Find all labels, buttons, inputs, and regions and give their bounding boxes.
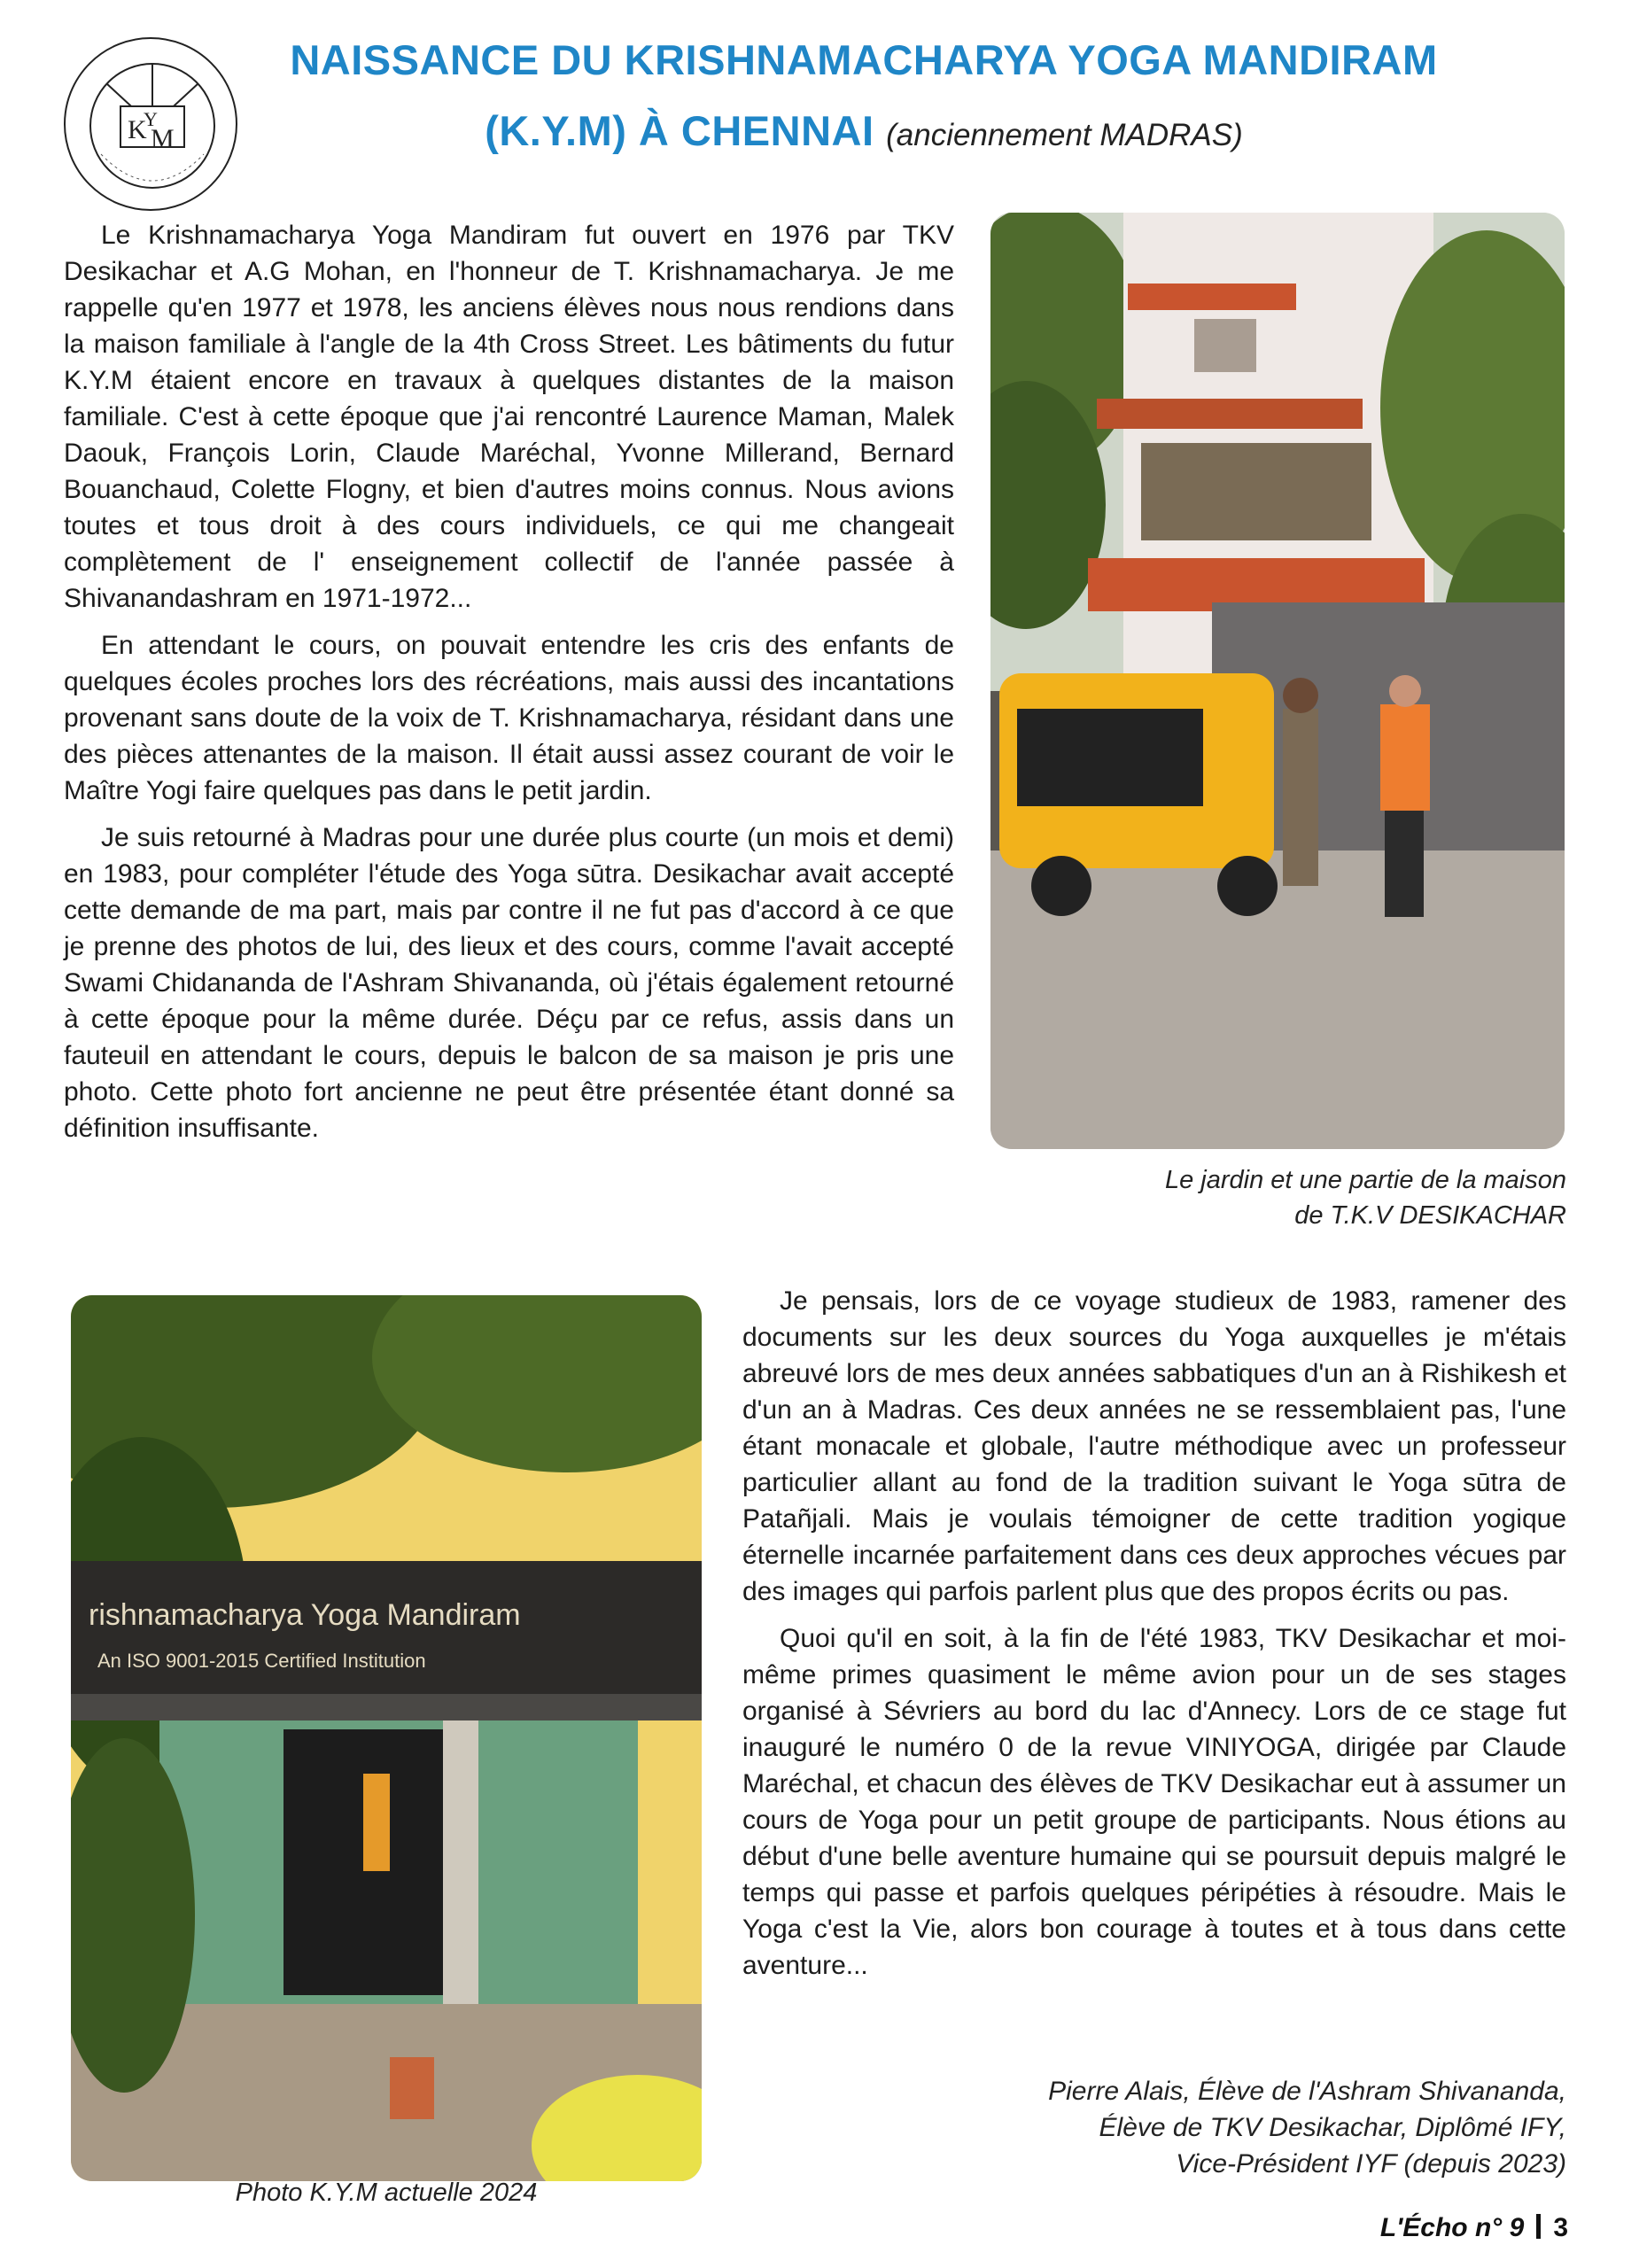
house-caption-line-1: Le jardin et une partie de la maison: [1164, 1166, 1566, 1194]
house-photo-caption: [975, 1162, 1566, 1233]
article-paragraph: Je pensais, lors de ce voyage studieux de 1983, ramener des documents sur les deux sources du Yoga auxquelles je m'étais abreuvé lors de mes deux années sabbatiques d'un an à Rishikesh et d'un an à Madras. Ces deux années ne se ressemblaient pas, l'une étant monacale et globale, l'autre méthodique avec un professeur particulier allant au fond de la tradition suivant le Yoga sūtra de Patañjali. Mais je voulais témoigner de cette tradition yogique éternelle incarnée parfaitement dans ces deux approches vécues par des images qui parfois parlent plus que des propos écrits ou pas.: [742, 1286, 1566, 1606]
page-number: 3: [1553, 2213, 1568, 2242]
svg-text:K: K: [128, 115, 147, 144]
article-paragraph: Je suis retourné à Madras pour une durée plus courte (un mois et demi) en 1983, pour compléter l'étude des Yoga sūtra. Desikachar avait accepté cette demande de ma part, mais par contre il ne fut pas d'accord à ce que je prenne des photos de lui, des lieux et des cours, comme l'avait accepté Swami Chidananda de l'Ashram Shivananda, où j'étais également retourné à cette époque pour la même durée. Déçu par ce refus, assis dans un fauteuil en attendant le cours, depuis le balcon de sa maison je pris une photo. Cette photo fort ancienne ne peut être présentée étant donné sa définition insuffisante.: [64, 823, 954, 1143]
title-subtitle: (anciennement MADRAS): [886, 118, 1243, 152]
signature-line-2: Élève de TKV Desikachar, Diplômé IFY,: [1099, 2113, 1566, 2142]
svg-text:Y: Y: [144, 108, 158, 130]
signature-line-3: Vice-Président IYF (depuis 2023): [1176, 2149, 1566, 2179]
signature-line-1: Pierre Alais, Élève de l'Ashram Shivananda,: [1048, 2077, 1566, 2106]
title-line-1: NAISSANCE DU KRISHNAMACHARYA YOGA MANDIRAM: [290, 36, 1438, 83]
house-photo: [990, 213, 1565, 1149]
footer-divider: [1536, 2214, 1541, 2239]
page-footer: [1380, 2213, 1568, 2243]
kym-sign-line-1: rishnamacharya Yoga Mandiram: [89, 1598, 521, 1632]
kym-building-photo: [71, 1295, 702, 2181]
house-caption-line-2: de T.K.V DESIKACHAR: [1294, 1201, 1566, 1230]
kym-photo-caption: Photo K.Y.M actuelle 2024: [235, 2179, 538, 2207]
magazine-issue: L'Écho n° 9: [1379, 2213, 1525, 2242]
kym-emblem-icon: [66, 39, 239, 213]
svg-text:M: M: [151, 124, 175, 153]
kym-logo: [64, 37, 237, 211]
kym-sign-line-2: An ISO 9001-2015 Certified Institution: [97, 1650, 426, 1672]
article-paragraph: Quoi qu'il en soit, à la fin de l'été 1983, TKV Desikachar et moi-même primes quasiment le même avion pour un de ses stages organisé à Sévriers au bord du lac d'Annecy. Lors de ce stage fut inauguré le numéro 0 de la revue VINIYOGA, dirigée par Claude Maréchal, et chacun des élèves de TKV Desikachar eut à assumer un cours de Yoga pour un petit groupe de participants. Nous étions au début d'une belle aventure humaine qui se poursuit depuis malgré le temps qui passe et parfois quelques péripéties à résoudre. Mais le Yoga c'est la Vie, alors bon courage à toutes et à tous dans cette aventure...: [742, 1624, 1566, 1980]
article-right-column: [742, 1283, 1566, 1994]
author-signature: [886, 2073, 1566, 2182]
title-line-2-main: (K.Y.M) À CHENNAI: [485, 107, 874, 154]
article-paragraph: Le Krishnamacharya Yoga Mandiram fut ouvert en 1976 par TKV Desikachar et A.G Mohan, en l'honneur de T. Krishnamacharya. Je me rappelle qu'en 1977 et 1978, les anciens élèves nous nous rendions dans la maison familiale à l'angle de la 4th Cross Street. Les bâtiments du futur K.Y.M étaient encore en travaux à quelques distantes de la maison familiale. C'est à cette époque que j'ai rencontré Laurence Maman, Malek Daouk, François Lorin, Claude Maréchal, Yvonne Millerand, Bernard Bouanchaud, Colette Flogny, et bien d'autres moins connus. Nous avions toutes et tous droit à des cours individuels, ce qui me changeait complètement de l' enseignement collectif de l'année passée à Shivanandashram en 1971-1972...: [64, 221, 954, 613]
page-title: [221, 25, 1506, 171]
title-line-2: [221, 96, 1506, 171]
article-paragraph: En attendant le cours, on pouvait entendre les cris des enfants de quelques écoles proches lors des récréations, mais aussi des incantations provenant sans doute de la voix de T. Krishnamacharya, résidant dans une des pièces attenantes de la maison. Il était aussi assez courant de voir le Maître Yogi faire quelques pas dans le petit jardin.: [64, 631, 954, 805]
article-left-column: [64, 217, 954, 1157]
